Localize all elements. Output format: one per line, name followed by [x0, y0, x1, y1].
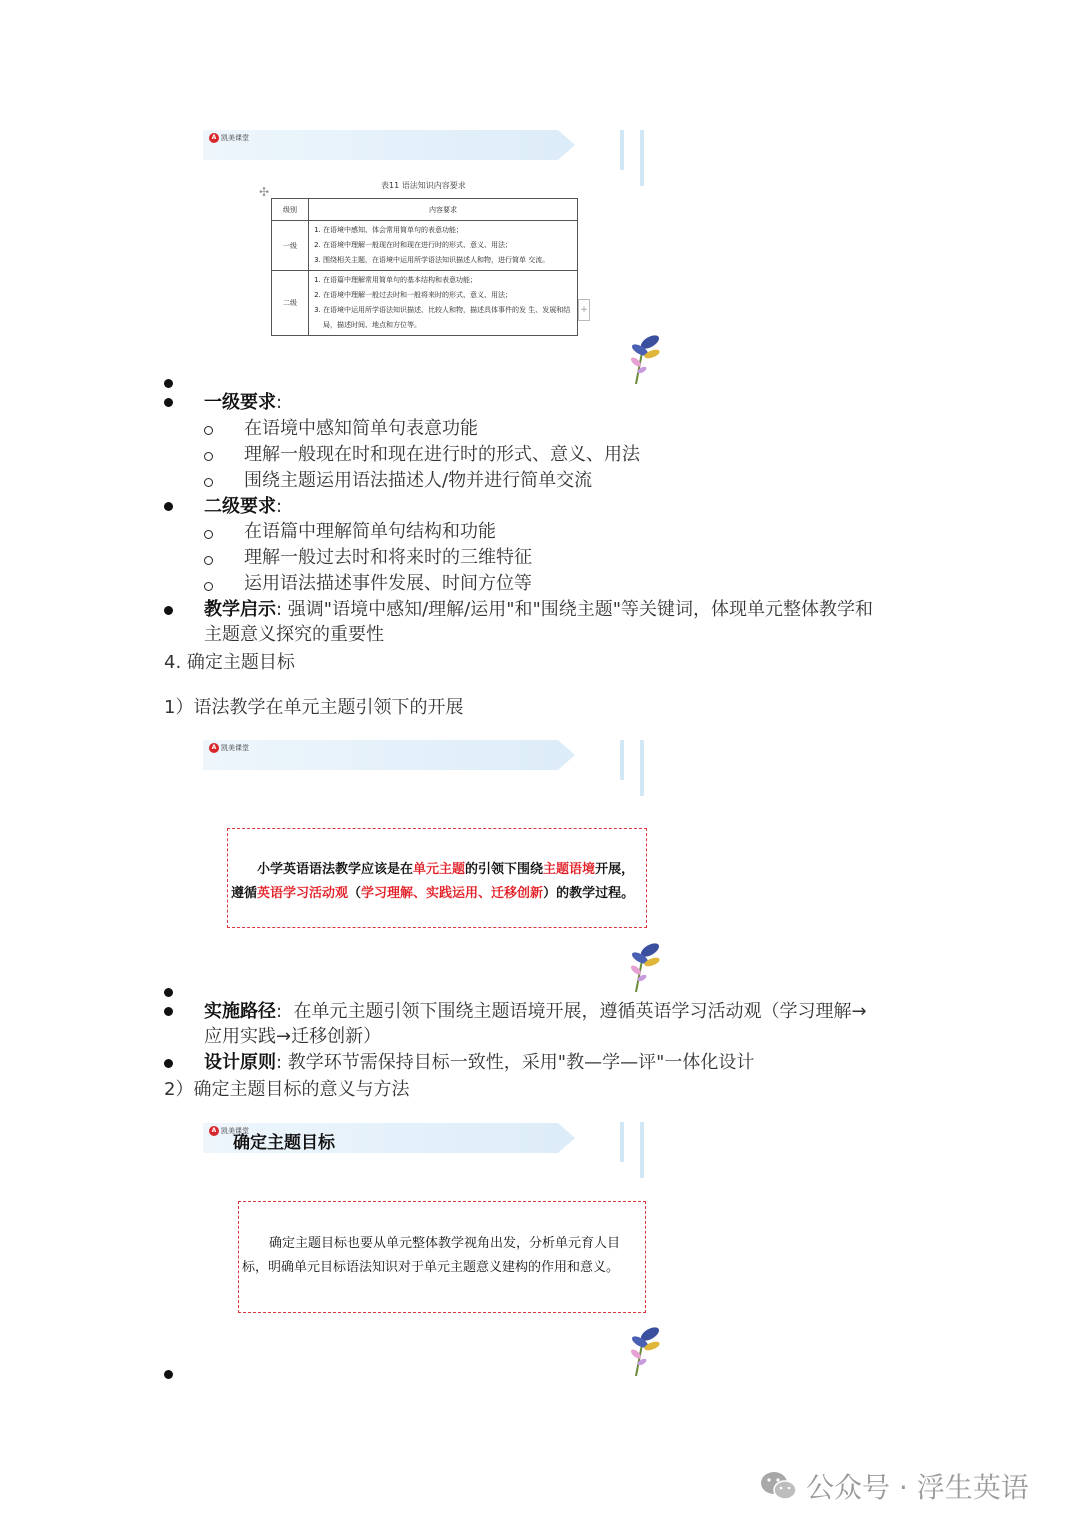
insight-line2: 主题意义探究的重要性 [204, 624, 384, 645]
bullet-icon [164, 398, 173, 407]
bullet-icon [164, 606, 173, 615]
quote-text: 遵循 [231, 886, 258, 901]
quote-text: 开展， [595, 862, 635, 877]
requirement-item: 1. 在语境中感知、体会常用简单句的表意功能； [323, 223, 573, 238]
quote-line1: 确定主题目标也要从单元整体教学视角出发，分析单元育人目 [269, 1236, 621, 1251]
slide3-banner [203, 1123, 575, 1153]
principle-label: 设计原则 [204, 1052, 276, 1073]
add-column-button[interactable]: + [578, 299, 590, 321]
highlight-text: 学习理解、实践运用、迁移创新 [361, 886, 544, 901]
logo-mark-icon: A [209, 743, 219, 753]
list-item: 理解一般过去时和将来时的三维特征 [244, 547, 532, 568]
list-item: 围绕主题运用语法描述人/物并进行简单交流 [244, 470, 593, 491]
bullet-icon [164, 988, 173, 997]
brand-logo [209, 133, 249, 143]
move-handle-icon[interactable]: ✣ [259, 185, 270, 199]
subsection-heading: 1）语法教学在单元主题引领下的开展 [164, 697, 464, 718]
logo-text: 凯美课堂 [221, 744, 249, 752]
logo-mark-icon: A [209, 1126, 219, 1136]
level-cell: 二级 [272, 271, 309, 336]
slide2-banner [203, 740, 575, 770]
slide1-banner [203, 130, 575, 160]
decor-bars [620, 1122, 648, 1178]
highlight-text: 单元主题 [413, 862, 466, 877]
path-label: 实施路径 [204, 1001, 276, 1022]
content-cell [309, 271, 578, 336]
banner-shape [203, 130, 575, 160]
level2-label: 二级要求 [204, 496, 276, 517]
requirement-item: 1. 在语篇中理解常用简单句的基本结构和表意功能； [323, 273, 573, 288]
quote-line2 [231, 882, 634, 906]
watermark [760, 1466, 1029, 1506]
sub-bullet-icon [204, 530, 213, 539]
list-item: 在语篇中理解简单句结构和功能 [244, 521, 496, 542]
level1-heading: 一级要求: [204, 392, 283, 413]
list-item: 理解一般现在时和现在进行时的形式、意义、用法 [244, 444, 640, 465]
watermark-text: 公众号 · 浮生英语 [806, 1471, 1029, 1504]
bullet-icon [164, 1370, 173, 1379]
highlight-text: 主题语境 [543, 862, 596, 877]
table-row [272, 271, 578, 336]
bullet-icon [164, 502, 173, 511]
level-cell: 一级 [272, 221, 309, 271]
level1-label: 一级要求 [204, 392, 276, 413]
level2-heading: 二级要求: [204, 496, 283, 517]
flower-decoration-icon [622, 940, 666, 996]
table-row [272, 221, 578, 271]
requirement-item: 3. 围绕相关主题，在语境中运用所学语法知识描述人和物，进行简单 交流。 [323, 253, 573, 268]
decor-bars [620, 130, 648, 186]
insight-label: 教学启示 [204, 599, 276, 620]
section-heading: 4. 确定主题目标 [164, 652, 295, 673]
flower-decoration-icon [622, 332, 666, 388]
requirement-item: 3. 在语境中运用所学语法知识描述、比较人和物，描述具体事件的发 生、发展和结局，描述时间、地点和方位等。 [323, 303, 573, 333]
quote-text: 小学英语语法教学应该是在 [257, 862, 414, 877]
sub-bullet-icon [204, 582, 213, 591]
insight-line1: 教学启示: 强调"语境中感知/理解/运用"和"围绕主题"等关键词，体现单元整体教学和 [204, 599, 874, 620]
requirement-item: 2. 在语境中理解一般过去时和一般将来时的形式、意义、用法； [323, 288, 573, 303]
list-item: 运用语法描述事件发展、时间方位等 [244, 573, 532, 594]
wechat-icon [760, 1470, 798, 1502]
logo-text: 凯美课堂 [221, 1127, 249, 1135]
grammar-requirements-table [271, 198, 578, 336]
brand-logo [209, 743, 249, 753]
bullet-icon [164, 379, 173, 388]
highlight-text: 英语学习活动观 [257, 886, 349, 901]
path-line2: 应用实践→迁移创新） [204, 1026, 382, 1047]
bullet-icon [164, 1007, 173, 1016]
sub-bullet-icon [204, 478, 213, 487]
table-caption: 表11 语法知识内容要求 [381, 181, 466, 190]
path-line1: 实施路径: 在单元主题引领下围绕主题语境开展，遵循英语学习活动观（学习理解→ [204, 1001, 867, 1022]
principle-text: 教学环节需保持目标一致性，采用"教—学—评"一体化设计 [287, 1052, 755, 1073]
list-item: 在语境中感知简单句表意功能 [244, 418, 478, 439]
principle-line: 设计原则: 教学环节需保持目标一致性，采用"教—学—评"一体化设计 [204, 1052, 755, 1073]
bullet-icon [164, 1059, 173, 1068]
banner-shape [203, 740, 575, 770]
slide-title: 确定主题目标 [233, 1133, 335, 1153]
sub-bullet-icon [204, 426, 213, 435]
logo-text: 凯美课堂 [221, 134, 249, 142]
sub-bullet-icon [204, 452, 213, 461]
requirement-item: 2. 在语境中理解一般现在时和现在进行时的形式、意义、用法； [323, 238, 573, 253]
logo-mark-icon: A [209, 133, 219, 143]
sub-bullet-icon [204, 556, 213, 565]
subsection-heading: 2）确定主题目标的意义与方法 [164, 1079, 410, 1100]
quote-text: ）的教学过程。 [543, 886, 635, 901]
table-header: 级别 [272, 199, 309, 221]
table-header: 内容要求 [309, 199, 578, 221]
quote-text: （ [348, 886, 362, 901]
table-header-row [272, 199, 578, 221]
flower-decoration-icon [622, 1324, 666, 1380]
path-text: 在单元主题引领下围绕主题语境开展，遵循英语学习活动观（学习理解→ [293, 1001, 867, 1022]
quote-text: 的引领下围绕 [465, 862, 544, 877]
quote-line2: 标，明确单元目标语法知识对于单元主题意义建构的作用和意义。 [242, 1260, 620, 1275]
quote-line1 [257, 858, 634, 882]
insight-text: 强调"语境中感知/理解/运用"和"围绕主题"等关键词，体现单元整体教学和 [287, 599, 874, 620]
decor-bars [620, 740, 648, 796]
content-cell [309, 221, 578, 271]
